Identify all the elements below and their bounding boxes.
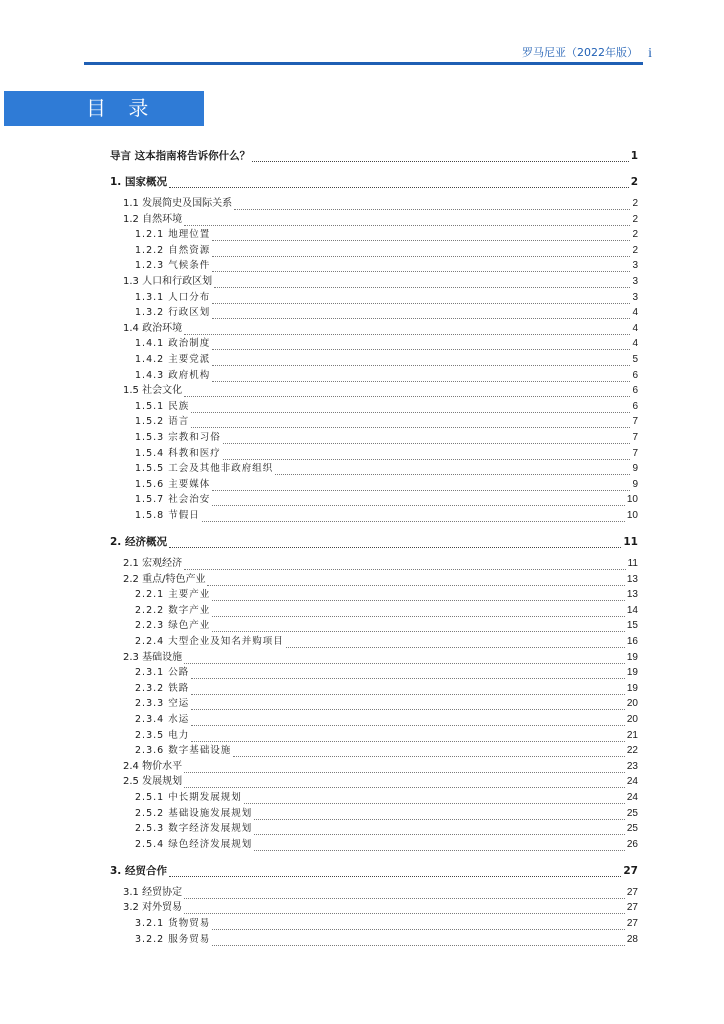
toc-entry-title: 2.4 物价水平 xyxy=(123,760,183,772)
toc-entry-title: 1.4.2 主要党派 xyxy=(135,354,211,365)
toc-entry-title: 1.2 自然环境 xyxy=(123,213,183,225)
header-rule xyxy=(84,62,643,65)
toc-leader-dots xyxy=(212,917,625,930)
toc-entry-page: 7 xyxy=(632,432,638,443)
toc-leader-dots xyxy=(184,760,625,773)
toc-leader-dots xyxy=(184,886,625,899)
toc-leader-dots xyxy=(254,838,625,851)
toc-entry-title: 2.3.6 数字基础设施 xyxy=(135,745,232,757)
toc-entry-title: 2.3.1 公路 xyxy=(135,667,190,679)
toc-leader-dots xyxy=(212,337,630,350)
toc-leader-dots xyxy=(191,713,625,726)
toc-section-entry[interactable] xyxy=(123,760,638,774)
toc-section-entry[interactable] xyxy=(123,557,638,571)
toc-entry-page: 4 xyxy=(632,338,638,350)
toc-subsection-entry[interactable] xyxy=(135,244,638,258)
toc-leader-dots xyxy=(184,557,626,570)
toc-chapter-entry[interactable] xyxy=(110,864,638,878)
toc-section-entry[interactable] xyxy=(123,197,638,211)
toc-leader-dots xyxy=(254,822,625,835)
toc-entry-title: 1.4 政治环境 xyxy=(123,322,183,334)
toc-entry-title: 1.5.8 节假日 xyxy=(135,510,200,521)
toc-entry-page: 27 xyxy=(626,886,638,898)
toc-subsection-entry[interactable] xyxy=(135,493,638,507)
toc-entry-page: 23 xyxy=(626,760,638,772)
toc-subsection-entry[interactable] xyxy=(135,744,638,758)
toc-entry-title: 3.2.2 服务贸易 xyxy=(135,933,211,945)
toc-entry-title: 2. 经济概况 xyxy=(110,536,167,548)
toc-leader-dots xyxy=(184,384,630,397)
toc-entry-title: 2.2.3 绿色产业 xyxy=(135,620,211,632)
toc-entry-page: 25 xyxy=(626,807,638,819)
toc-entry-title: 1.2.1 地理位置 xyxy=(135,229,211,241)
toc-subsection-entry[interactable] xyxy=(135,807,638,821)
toc-entry-title: 2.3.4 水运 xyxy=(135,714,190,725)
toc-entry-title: 2.2.1 主要产业 xyxy=(135,589,211,601)
toc-section-entry[interactable] xyxy=(123,901,638,915)
toc-section-entry[interactable] xyxy=(123,573,638,587)
toc-entry-page: 20 xyxy=(626,698,638,710)
toc-leader-dots xyxy=(212,228,630,241)
toc-subsection-entry[interactable] xyxy=(135,259,638,273)
toc-leader-dots xyxy=(212,306,630,319)
toc-entry-title: 2.5.3 数字经济发展规划 xyxy=(135,823,253,835)
toc-leader-dots xyxy=(254,807,625,820)
toc-subsection-entry[interactable] xyxy=(135,447,638,461)
toc-leader-dots xyxy=(169,175,629,188)
toc-entry-page: 2 xyxy=(632,229,638,241)
toc-subsection-entry[interactable] xyxy=(135,509,638,523)
toc-entry-title: 2.5.2 基础设施发展规划 xyxy=(135,807,253,819)
toc-chapter-entry[interactable] xyxy=(110,149,638,163)
toc-leader-dots xyxy=(212,369,630,382)
toc-entry-page: 27 xyxy=(626,902,638,914)
toc-chapter-entry[interactable] xyxy=(110,535,638,549)
toc-entry-page: 7 xyxy=(632,416,638,428)
toc-entry-title: 1.5 社会文化 xyxy=(123,385,183,397)
toc-entry-page: 10 xyxy=(626,510,638,521)
toc-entry-page: 19 xyxy=(626,667,638,679)
toc-entry-page: 11 xyxy=(623,536,638,548)
toc-subsection-entry[interactable] xyxy=(135,400,638,414)
toc-entry-page: 13 xyxy=(626,589,638,601)
toc-entry-page: 25 xyxy=(626,823,638,835)
toc-entry-page: 3 xyxy=(632,291,638,303)
running-header-title: 罗马尼亚（2022年版） xyxy=(522,46,638,59)
toc-subsection-entry[interactable] xyxy=(135,431,638,445)
toc-entry-page: 3 xyxy=(632,276,638,287)
toc-subsection-entry[interactable] xyxy=(135,666,638,680)
toc-subsection-entry[interactable] xyxy=(135,415,638,429)
toc-entry-title: 2.5.4 绿色经济发展规划 xyxy=(135,838,253,850)
toc-entry-title: 2.2.2 数字产业 xyxy=(135,604,211,616)
toc-entry-page: 24 xyxy=(626,792,638,803)
toc-entry-title: 2.5.1 中长期发展规划 xyxy=(135,792,242,803)
toc-entry-title: 2.2.4 大型企业及知名并购项目 xyxy=(135,636,284,647)
toc-entry-page: 16 xyxy=(626,636,638,647)
toc-entry-title: 1.5.6 主要媒体 xyxy=(135,478,211,490)
toc-entry-title: 1.3 人口和行政区划 xyxy=(123,276,213,287)
toc-leader-dots xyxy=(184,775,625,788)
toc-leader-dots xyxy=(212,619,625,632)
toc-leader-dots xyxy=(202,509,625,522)
toc-subsection-entry[interactable] xyxy=(135,604,638,618)
toc-entry-page: 21 xyxy=(626,729,638,741)
toc-leader-dots xyxy=(191,415,630,428)
toc-subsection-entry[interactable] xyxy=(135,306,638,320)
toc-entry-page: 28 xyxy=(626,933,638,945)
toc-entry-title: 2.3.5 电力 xyxy=(135,729,190,741)
toc-leader-dots xyxy=(184,901,625,914)
toc-entry-title: 3. 经贸合作 xyxy=(110,864,167,877)
toc-entry-title: 3.2.1 货物贸易 xyxy=(135,918,211,929)
toc-entry-title: 3.2 对外贸易 xyxy=(123,902,183,914)
toc-leader-dots xyxy=(212,353,630,366)
toc-entry-page: 4 xyxy=(632,322,638,334)
toc-entry-page: 5 xyxy=(632,354,638,365)
toc-section-entry[interactable] xyxy=(123,775,638,789)
toc-leader-dots xyxy=(233,744,625,757)
toc-entry-page: 24 xyxy=(626,776,638,788)
toc-subsection-entry[interactable] xyxy=(135,337,638,351)
toc-subsection-entry[interactable] xyxy=(135,619,638,633)
toc-leader-dots xyxy=(212,478,630,491)
toc-subsection-entry[interactable] xyxy=(135,682,638,696)
toc-section-entry[interactable] xyxy=(123,886,638,900)
running-header-page-number: i xyxy=(648,46,652,61)
toc-entry-page: 9 xyxy=(632,463,638,475)
toc-leader-dots xyxy=(191,697,625,710)
toc-entry-page: 20 xyxy=(626,714,638,725)
toc-leader-dots xyxy=(252,149,629,162)
toc-entry-title: 1.5.4 科教和医疗 xyxy=(135,447,221,459)
toc-entry-title: 2.1 宏观经济 xyxy=(123,558,183,569)
toc-entry-title: 1.4.3 政府机构 xyxy=(135,369,211,381)
toc-leader-dots xyxy=(244,791,625,804)
toc-subsection-entry[interactable] xyxy=(135,791,638,805)
toc-leader-dots xyxy=(212,933,625,946)
toc-section-entry[interactable] xyxy=(123,384,638,398)
toc-subsection-entry[interactable] xyxy=(135,478,638,492)
toc-entry-title: 1.2.3 气候条件 xyxy=(135,260,211,272)
toc-leader-dots xyxy=(191,666,625,679)
toc-section-entry[interactable] xyxy=(123,275,638,289)
toc-leader-dots xyxy=(212,493,625,506)
toc-leader-dots xyxy=(207,573,624,586)
toc-subsection-entry[interactable] xyxy=(135,291,638,305)
toc-entry-title: 1.2.2 自然资源 xyxy=(135,244,211,256)
toc-entry-title: 1.3.2 行政区划 xyxy=(135,307,211,319)
toc-entry-page: 9 xyxy=(632,478,638,490)
toc-entry-title: 1.3.1 人口分布 xyxy=(135,291,211,303)
toc-entry-page: 19 xyxy=(626,682,638,694)
toc-entry-page: 10 xyxy=(626,494,638,506)
toc-entry-page: 6 xyxy=(632,385,638,397)
toc-entry-page: 15 xyxy=(626,620,638,632)
toc-subsection-entry[interactable] xyxy=(135,635,638,649)
toc-entry-page: 4 xyxy=(632,307,638,319)
toc-leader-dots xyxy=(191,682,625,695)
toc-leader-dots xyxy=(212,291,630,304)
toc-entry-page: 7 xyxy=(632,447,638,459)
toc-subsection-entry[interactable] xyxy=(135,822,638,836)
toc-leader-dots xyxy=(286,635,625,648)
toc-entry-page: 2 xyxy=(632,213,638,225)
toc-leader-dots xyxy=(223,431,631,444)
toc-entry-title: 1.5.2 语言 xyxy=(135,416,190,428)
toc-leader-dots xyxy=(184,322,630,335)
toc-section-entry[interactable] xyxy=(123,322,638,336)
toc-entry-page: 6 xyxy=(632,400,638,412)
toc-entry-title: 1.4.1 政治制度 xyxy=(135,338,211,350)
toc-entry-title: 导言 这本指南将告诉你什么？ xyxy=(110,150,251,162)
toc-entry-title: 1.5.7 社会治安 xyxy=(135,494,211,506)
toc-leader-dots xyxy=(275,462,630,475)
toc-subsection-entry[interactable] xyxy=(135,588,638,602)
toc-subsection-entry[interactable] xyxy=(135,697,638,711)
toc-entry-title: 2.2 重点/特色产业 xyxy=(123,573,206,585)
toc-subsection-entry[interactable] xyxy=(135,369,638,383)
toc-entry-page: 2 xyxy=(632,244,638,256)
toc-leader-dots xyxy=(212,604,625,617)
toc-entry-page: 13 xyxy=(626,573,638,585)
toc-entry-page: 22 xyxy=(626,745,638,757)
toc-chapter-entry[interactable] xyxy=(110,175,638,189)
toc-entry-title: 1.5.3 宗教和习俗 xyxy=(135,432,221,443)
toc-entry-title: 1.5.1 民族 xyxy=(135,400,190,412)
toc-leader-dots xyxy=(191,400,630,413)
toc-entry-title: 1.1 发展简史及国际关系 xyxy=(123,198,233,209)
toc-leader-dots xyxy=(169,864,621,877)
toc-subsection-entry[interactable] xyxy=(135,228,638,242)
toc-subsection-entry[interactable] xyxy=(135,353,638,367)
toc-leader-dots xyxy=(214,275,630,288)
toc-leader-dots xyxy=(184,213,630,226)
toc-subsection-entry[interactable] xyxy=(135,713,638,727)
toc-entry-title: 2.3.2 铁路 xyxy=(135,682,190,694)
toc-leader-dots xyxy=(212,259,630,272)
toc-leader-dots xyxy=(191,729,625,742)
toc-entry-page: 1 xyxy=(630,150,638,162)
toc-section-entry[interactable] xyxy=(123,651,638,665)
toc-entry-title: 2.5 发展规划 xyxy=(123,776,183,788)
toc-section-entry[interactable] xyxy=(123,213,638,227)
toc-leader-dots xyxy=(234,197,630,210)
toc-entry-page: 3 xyxy=(632,260,638,272)
toc-entry-page: 6 xyxy=(632,369,638,381)
toc-entry-title: 1.5.5 工会及其他非政府组织 xyxy=(135,463,274,475)
toc-entry-title: 2.3 基础设施 xyxy=(123,651,183,663)
toc-leader-dots xyxy=(223,447,631,460)
toc-entry-page: 2 xyxy=(632,198,638,209)
toc-entry-title: 2.3.3 空运 xyxy=(135,698,190,710)
toc-entry-page: 19 xyxy=(626,651,638,663)
toc-leader-dots xyxy=(212,244,630,257)
toc-subsection-entry[interactable] xyxy=(135,917,638,931)
toc-subsection-entry[interactable] xyxy=(135,933,638,947)
toc-entry-page: 2 xyxy=(630,176,638,188)
toc-leader-dots xyxy=(212,588,625,601)
toc-title-banner xyxy=(4,91,204,126)
toc-subsection-entry[interactable] xyxy=(135,462,638,476)
toc-subsection-entry[interactable] xyxy=(135,729,638,743)
toc-leader-dots xyxy=(169,535,621,548)
toc-entry-page: 27 xyxy=(626,918,638,929)
toc-entry-page: 26 xyxy=(626,838,638,850)
toc-subsection-entry[interactable] xyxy=(135,838,638,852)
toc-entry-page: 14 xyxy=(626,604,638,616)
toc-entry-title: 1. 国家概况 xyxy=(110,176,167,188)
toc-leader-dots xyxy=(184,651,625,664)
toc-title: 目 录 xyxy=(86,96,157,120)
toc-entry-page: 11 xyxy=(627,558,638,569)
toc-entry-title: 3.1 经贸协定 xyxy=(123,886,183,898)
toc-entry-page: 27 xyxy=(623,864,638,877)
